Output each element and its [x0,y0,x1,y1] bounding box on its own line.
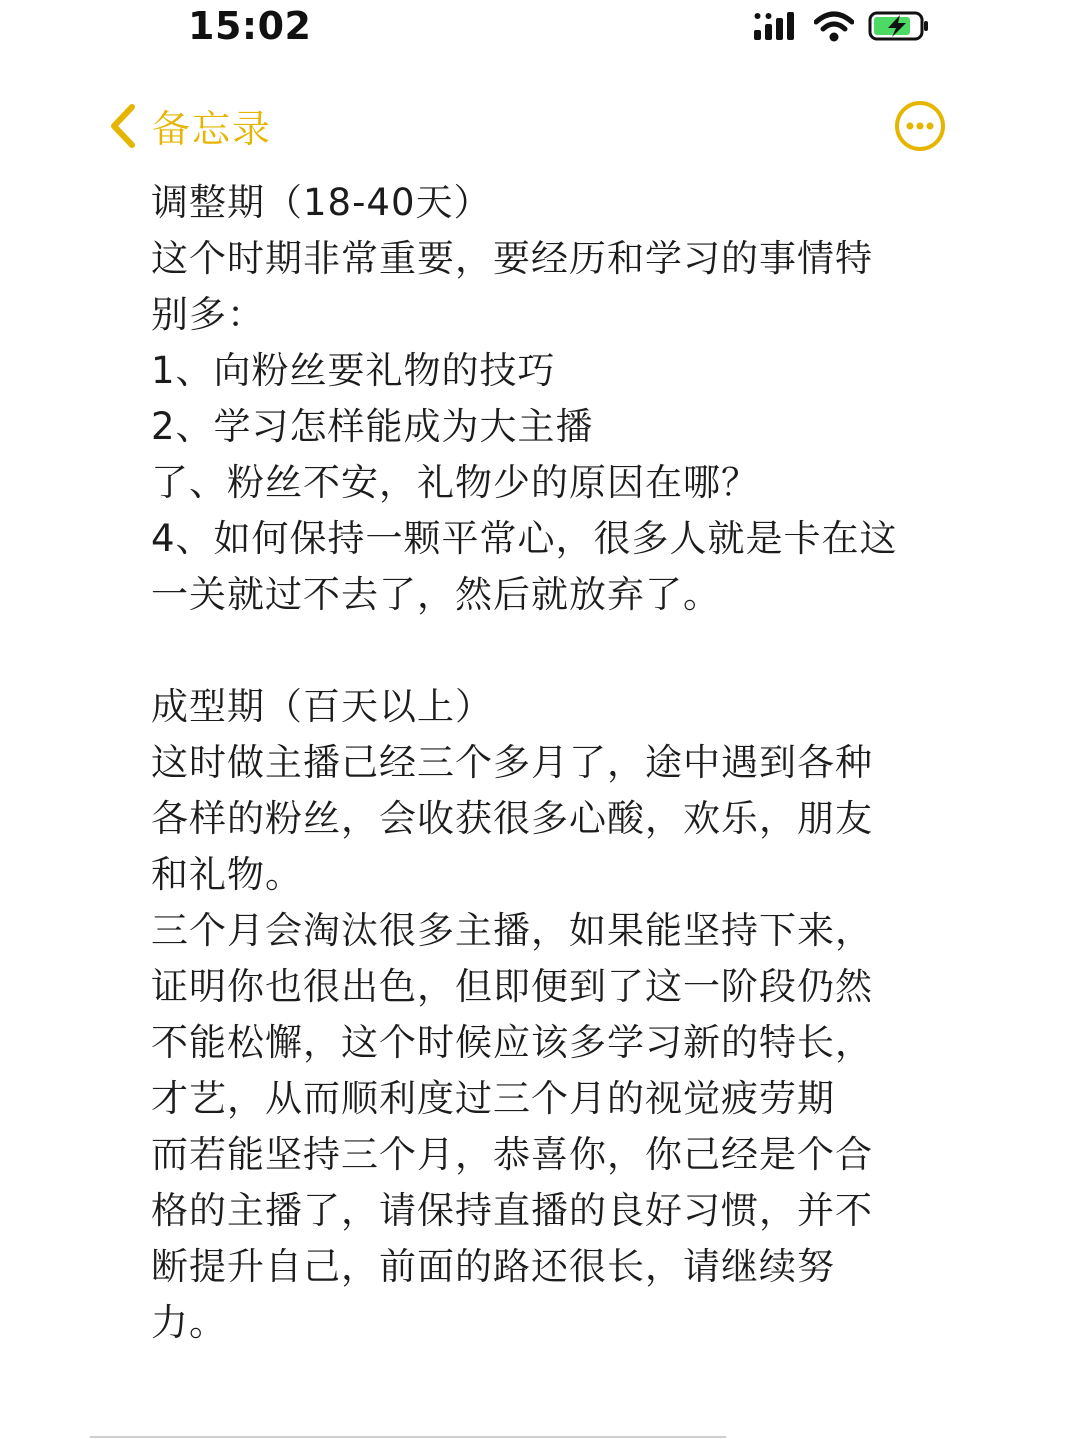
note-line: 不能松懈，这个时候应该多学习新的特长， [151,1021,873,1064]
status-icons [754,10,930,42]
more-options-button[interactable] [894,100,946,152]
chevron-left-icon [108,103,138,149]
note-blank-line [151,623,951,679]
note-line: 这时做主播己经三个多月了，途中遇到各种 [151,741,873,784]
note-line: 各样的粉丝，会收获很多心酸，欢乐，朋友 [151,797,873,840]
ellipsis-circle-icon [894,100,946,152]
wifi-icon [814,10,854,42]
note-line: 一关就过不去了，然后就放弃了。 [151,573,721,616]
battery-charging-icon [868,10,930,42]
note-heading-adjustment: 调整期（18-40天） [151,181,492,224]
note-heading-formed: 成型期（百天以上） [151,685,493,728]
note-list-item: 4、如何保持一颗平常心，很多人就是卡在这 [151,517,898,560]
note-list-item: 了、粉丝不安，礼物少的原因在哪？ [151,461,759,504]
note-line: 证明你也很出色，但即便到了这一阶段仍然 [151,965,873,1008]
note-line: 三个月会淘汰很多主播，如果能坚持下来， [151,909,873,952]
status-time: 15:02 [188,4,312,48]
back-button[interactable] [108,98,272,153]
note-line: 格的主播了，请保持直播的良好习惯，并不 [151,1189,873,1232]
note-line: 才艺，从而顺利度过三个月的视觉疲劳期 [151,1077,835,1120]
navigation-bar [0,90,1080,165]
note-line: 别多： [151,293,265,336]
note-line: 而若能坚持三个月，恭喜你，你己经是个合 [151,1133,873,1176]
note-line: 这个时期非常重要，要经历和学习的事情特 [151,237,873,280]
signal-bars-icon [754,10,800,42]
bottom-divider [90,1436,726,1438]
note-list-item: 1、向粉丝要礼物的技巧 [151,349,556,392]
note-line: 断提升自己，前面的路还很长，请继续努 [151,1245,835,1288]
note-line: 力。 [151,1301,227,1344]
note-content[interactable] [151,175,951,1351]
back-label: 备忘录 [152,107,273,151]
note-line: 和礼物。 [151,853,303,896]
status-bar [0,0,1080,60]
note-list-item: 2、学习怎样能成为大主播 [151,405,594,448]
